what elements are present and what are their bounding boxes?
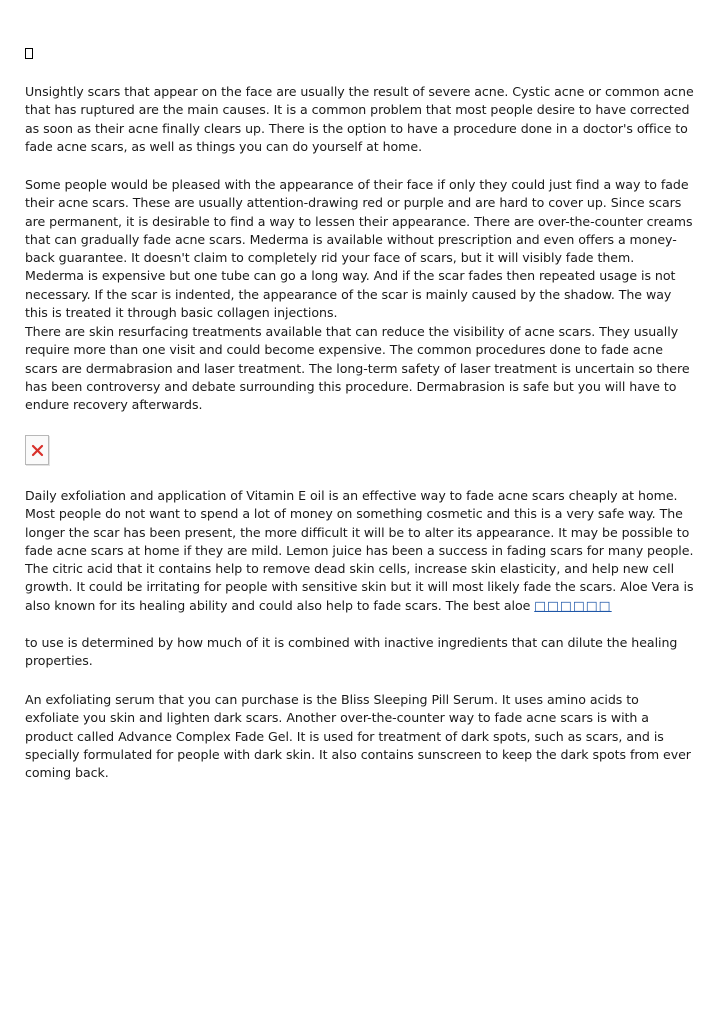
paragraph-resurfacing-treatments <box>25 323 695 414</box>
paragraph-acne-scars-intro: Unsightly scars that appear on the face are usually the result of severe acne. Cystic acne or common acne that has ruptured are the main causes. It is a common problem that most people desire to have corrected as soon as their acne finally clears up. There is the option to have a procedure done in a doctor's office to fade acne scars, as well as things you can do yourself at home. <box>25 84 694 154</box>
missing-glyph-box <box>25 48 33 59</box>
paragraph-home-remedies <box>25 487 695 615</box>
paragraph-home-remedies-text: Daily exfoliation and application of Vitamin E oil is an effective way to fade acne scars cheaply at home. Most people do not want to spend a lot of money on something cosmetic and this is a very safe way. The longer the scar has been present, the more difficult it will be to alter its appearance. It may be possible to fade acne scars at home if they are mild. Lemon juice has been a success in fading scars for many people. The citric acid that it contains help to remove dead skin cells, increase skin elasticity, and help new cell growth. It could be irritating for people with sensitive skin but it will most likely fade the scars. Aloe Vera is also known for its healing ability and could also help to fade scars. The best aloe <box>25 488 694 613</box>
paragraph-resurfacing-text: There are skin resurfacing treatments available that can reduce the visibility of acne scars. They usually require more than one visit and could become expensive. The common procedures done to fade acne scars are dermabrasion and laser treatment. The long-term safety of laser treatment is uncertain so there has been controversy and debate surrounding this procedure. Dermabrasion is safe but you will have to endure recovery afterwards. <box>25 324 690 413</box>
paragraph-fade-creams: Some people would be pleased with the appearance of their face if only they could just find a way to fade their acne scars. These are usually attention-drawing red or purple and are hard to cover up. Since scars are permanent, it is desirable to find a way to lessen their appearance. There are over-the-counter creams that can gradually fade acne scars. Mederma is available without prescription and even offers a money-back guarantee. It doesn't claim to completely rid your face of scars, but it will visibly fade them. Mederma is expensive but one tube can go a long way. And if the scar fades then repeated usage is not necessary. If the scar is indented, the appearance of the scar is mainly caused by the shadow. The way this is treated it through basic collagen injections. <box>25 177 693 321</box>
paragraph-aloe-continuation: to use is determined by how much of it is combined with inactive ingredients that can dilute the healing properties. <box>25 635 678 669</box>
paragraph-exfoliating-serum: An exfoliating serum that you can purchase is the Bliss Sleeping Pill Serum. It uses amino acids to exfoliate you skin and lighten dark scars. Another over-the-counter way to fade acne scars is with a product called Advance Complex Fade Gel. It is used for treatment of dark spots, such as scars, and is specially formulated for people with dark skin. It also contains sunscreen to keep the dark spots from ever coming back. <box>25 692 691 781</box>
aloe-product-link[interactable]: □□□□□□ <box>534 597 612 613</box>
broken-image-icon <box>25 435 49 465</box>
red-x-icon <box>31 444 44 457</box>
